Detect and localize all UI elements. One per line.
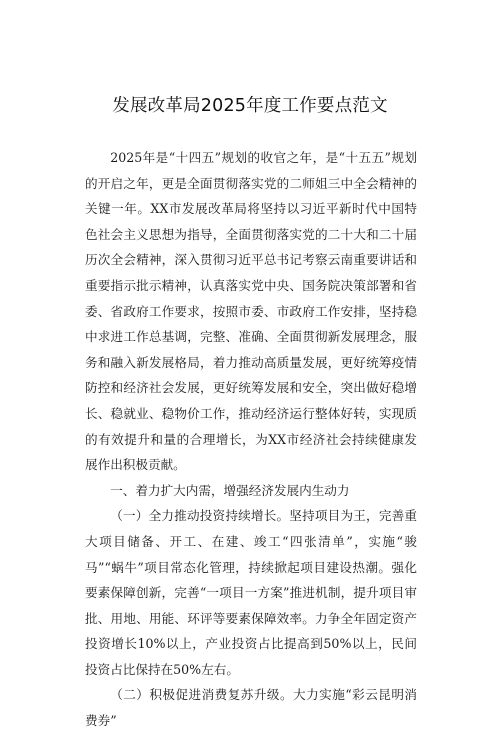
subsection-paragraph: （二）积极促进消费复苏升级。大力实施“彩云昆明消费券” <box>85 687 417 729</box>
intro-paragraph: 2025年是“十四五”规划的收官之年，是“十五五”规划的开启之年，更是全面贯彻落实党的二师姐三中全会精神的关键一年。XX市发展改革局将坚持以习近平新时代中国特色社会主义思想为指导，全面贯彻落实党的二十大和二十届历次全会精神，深入贯彻习近平总书记考察云南重要讲话和重要指示批示精神，认真落实党中央、国务院决策部署和省委、省政府工作要求，按照市委、市政府工作安排，坚持稳中求进工作总基调，完整、准确、全面贯彻新发展理念，服务和融入新发展格局，着力推动高质量发展，更好统筹疫情防控和经济社会发展，更好统筹发展和安全，突出做好稳增长、稳就业、稳物价工作，推动经济运行整体好转，实现质的有效提升和量的合理增长，为XX市经济社会持续健康发展作出积极贡献。 <box>85 150 417 473</box>
document-body <box>85 145 417 734</box>
document-title: 发展改革局2025年度工作要点范文 <box>112 96 388 116</box>
subsection-paragraph: （一）全力推动投资持续增长。坚持项目为王，完善重大项目储备、开工、在建、竣工“四张清单”，实施“骏马”“蜗牛”项目常态化管理，持续掀起项目建设热潮。强化要素保障创新，完善“一项目一方案”推进机制，提升项目审批、用地、用能、环评等要素保障效率。力争全年固定资产投资增长10%以上，产业投资占比提高到50%以上，民间投资占比保持在50%左右。 <box>85 508 417 677</box>
section-heading: 一、着力扩大内需，增强经济发展内生动力 <box>110 482 350 498</box>
